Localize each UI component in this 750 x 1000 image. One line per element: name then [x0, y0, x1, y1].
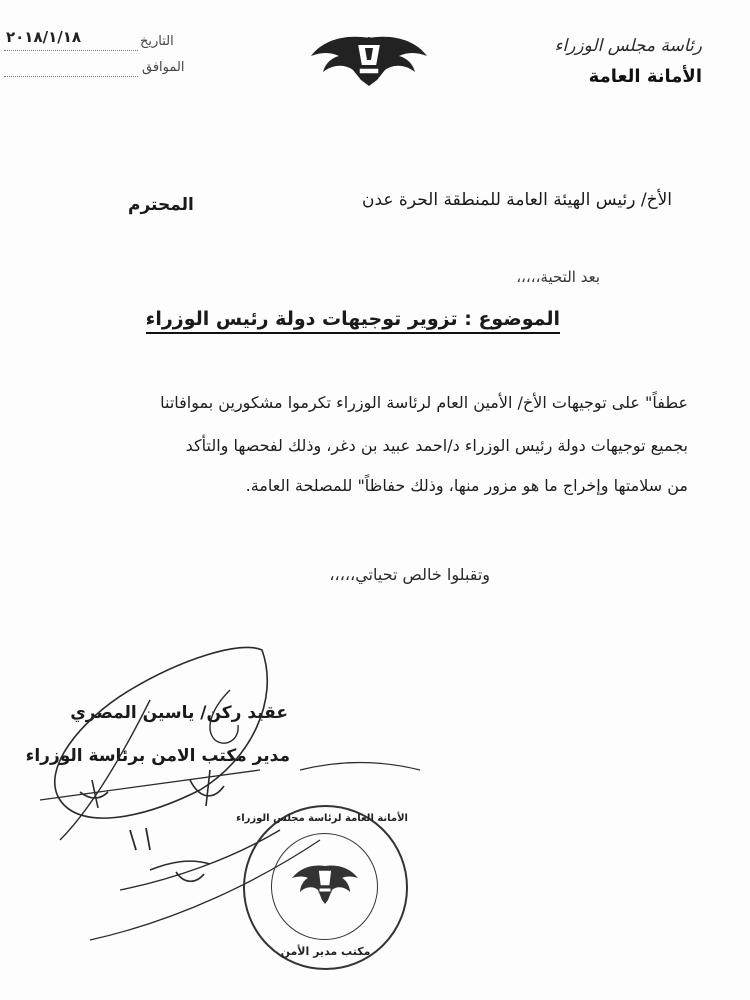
official-stamp	[236, 805, 408, 970]
agree-label: الموافق	[142, 60, 185, 75]
date-dotted-line	[4, 50, 138, 51]
signatory-title: مدير مكتب الامن برئاسة الوزراء	[25, 746, 290, 766]
addressee: الأخ/ رئيس الهيئة العامة للمنطقة الحرة عدن	[361, 190, 672, 210]
body-line: عطفاً" على توجيهات الأخ/ الأمين العام لرئاسة الوزراء تكرموا مشكورين بموافاتنا	[160, 393, 688, 412]
honorific: المحترم	[128, 195, 194, 215]
yemen-emblem-icon	[305, 30, 433, 90]
greeting: بعد التحية،،،،،	[516, 268, 600, 286]
agree-dotted-line	[4, 76, 138, 77]
closing: وتقبلوا خالص تحياتي،،،،،	[329, 565, 490, 584]
stamp-bottom-text: مكتب مدير الأمن	[280, 945, 371, 958]
body-line: من سلامتها وإخراج ما هو مزور منها، وذلك حفاظاً" للمصلحة العامة.	[245, 476, 688, 495]
header-department: الأمانة العامة	[588, 66, 702, 87]
date-value: ٢٠١٨/١/١٨	[6, 28, 82, 46]
signatory-name: عقيد ركن/ ياسين المصري	[70, 703, 288, 723]
stamp-eagle-icon	[288, 860, 363, 910]
header-institution: رئاسة مجلس الوزراء	[554, 36, 702, 56]
subject-line: الموضوع : تزوير توجيهات دولة رئيس الوزراء	[146, 308, 560, 334]
date-label: التاريخ	[140, 34, 174, 49]
body-line: بجميع توجيهات دولة رئيس الوزراء د/احمد عبيد بن دغر، وذلك لفحصها والتأكد	[185, 436, 688, 455]
stamp-top-text: الأمانة العامة لرئاسة مجلس الوزراء	[236, 813, 408, 824]
